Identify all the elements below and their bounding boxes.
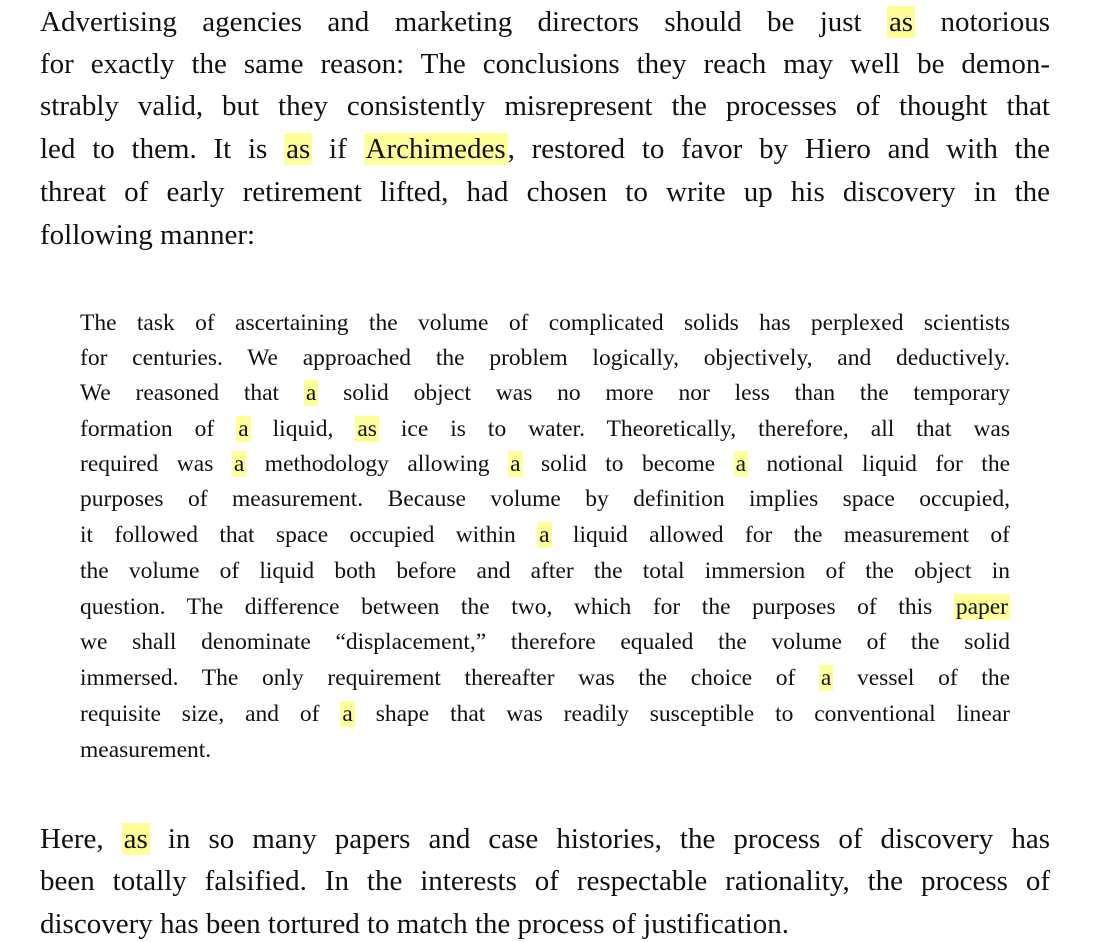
text-segment: The task of ascertaining the volume of complicated solids has perplexed scientists [80, 310, 1010, 336]
intro-line [40, 8, 1050, 37]
highlighted-word: a [539, 522, 550, 548]
text-segment: the volume of liquid both before and after the total immersion of the object in [80, 558, 1010, 584]
text-segment: strably valid, but they consistently misrepresent the processes of thought that [40, 90, 1050, 122]
quote-line [80, 488, 1010, 512]
quote-line [80, 347, 1010, 371]
intro-line [40, 135, 1050, 164]
text-segment: discovery has been tortured to match the process of justification. [40, 908, 789, 940]
highlighted-word: as [888, 6, 914, 38]
text-segment: following manner: [40, 219, 256, 251]
text-segment: purposes of measurement. Because volume by definition implies space occupied, [80, 486, 1010, 512]
quote-line [80, 312, 1010, 336]
intro-line [40, 221, 1050, 250]
intro-line [40, 178, 1050, 207]
quote-line [80, 418, 1010, 442]
quote-line [80, 631, 1010, 655]
text-segment: shape that was readily susceptible to conventional linear [354, 701, 1010, 727]
text-segment: ice is to water. Theoretically, therefore, all that was [378, 416, 1011, 442]
text-segment: for centuries. We approached the problem logically, objectively, and deductively. [80, 345, 1010, 371]
quote-line [80, 739, 1010, 763]
text-segment: for exactly the same reason: The conclusions they reach may well be demon- [40, 48, 1050, 80]
quote-line [80, 667, 1010, 691]
outro-line [40, 910, 1050, 939]
text-segment: liquid, [250, 416, 356, 442]
text-segment: measurement. [80, 737, 212, 763]
text-segment: requisite size, and of [80, 701, 341, 727]
intro-line [40, 50, 1050, 79]
highlighted-word: a [238, 416, 249, 442]
text-segment: if [312, 133, 364, 165]
outro-line [40, 825, 1050, 854]
quote-line [80, 382, 1010, 406]
text-segment: We reasoned that [80, 380, 304, 406]
text-segment: Here, [40, 823, 122, 855]
text-segment: been totally falsified. In the interests of respectable rationality, the process of [40, 865, 1050, 897]
text-segment: notional liquid for the [748, 451, 1011, 477]
text-segment: it followed that space occupied within [80, 522, 538, 548]
text-segment: solid object was no more nor less than the temporary [318, 380, 1010, 406]
text-segment: threat of early retirement lifted, had chosen to write up his discovery in the [40, 176, 1050, 208]
text-segment: notorious [915, 6, 1050, 38]
text-segment: methodology allowing [246, 451, 509, 477]
quote-line [80, 524, 1010, 548]
highlighted-word: Archimedes [365, 133, 506, 165]
text-segment: formation of [80, 416, 237, 442]
highlighted-word: as [123, 823, 148, 855]
text-segment: led to them. It is [40, 133, 285, 165]
text-segment: in so many papers and case histories, the process of discovery has [149, 823, 1050, 855]
text-segment: required was [80, 451, 232, 477]
highlighted-word: a [305, 380, 317, 406]
outro-line [40, 867, 1050, 896]
highlighted-word: a [510, 451, 521, 477]
quote-line [80, 453, 1010, 477]
highlighted-word: a [820, 665, 832, 691]
intro-line [40, 92, 1050, 121]
highlighted-word: a [735, 451, 747, 477]
quote-line [80, 703, 1010, 727]
highlighted-word: a [233, 451, 245, 477]
quote-line [80, 596, 1010, 620]
highlighted-word: a [342, 701, 353, 727]
text-segment: immersed. The only requirement thereafter was the choice of [80, 665, 819, 691]
text-segment: Advertising agencies and marketing directors should be just [40, 6, 887, 38]
highlighted-word: as [286, 133, 311, 165]
text-segment: we shall denominate “displacement,” therefore equaled the volume of the solid [80, 629, 1010, 655]
text-segment: liquid allowed for the measurement of [551, 522, 1010, 548]
quote-line [80, 560, 1010, 584]
text-segment: vessel of the [833, 665, 1011, 691]
text-segment: , restored to favor by Hiero and with the [507, 133, 1051, 165]
text-segment: solid to become [522, 451, 734, 477]
highlighted-word: paper [955, 594, 1008, 620]
highlighted-word: as [357, 416, 377, 442]
text-segment: question. The difference between the two, which for the purposes of this [80, 594, 954, 620]
